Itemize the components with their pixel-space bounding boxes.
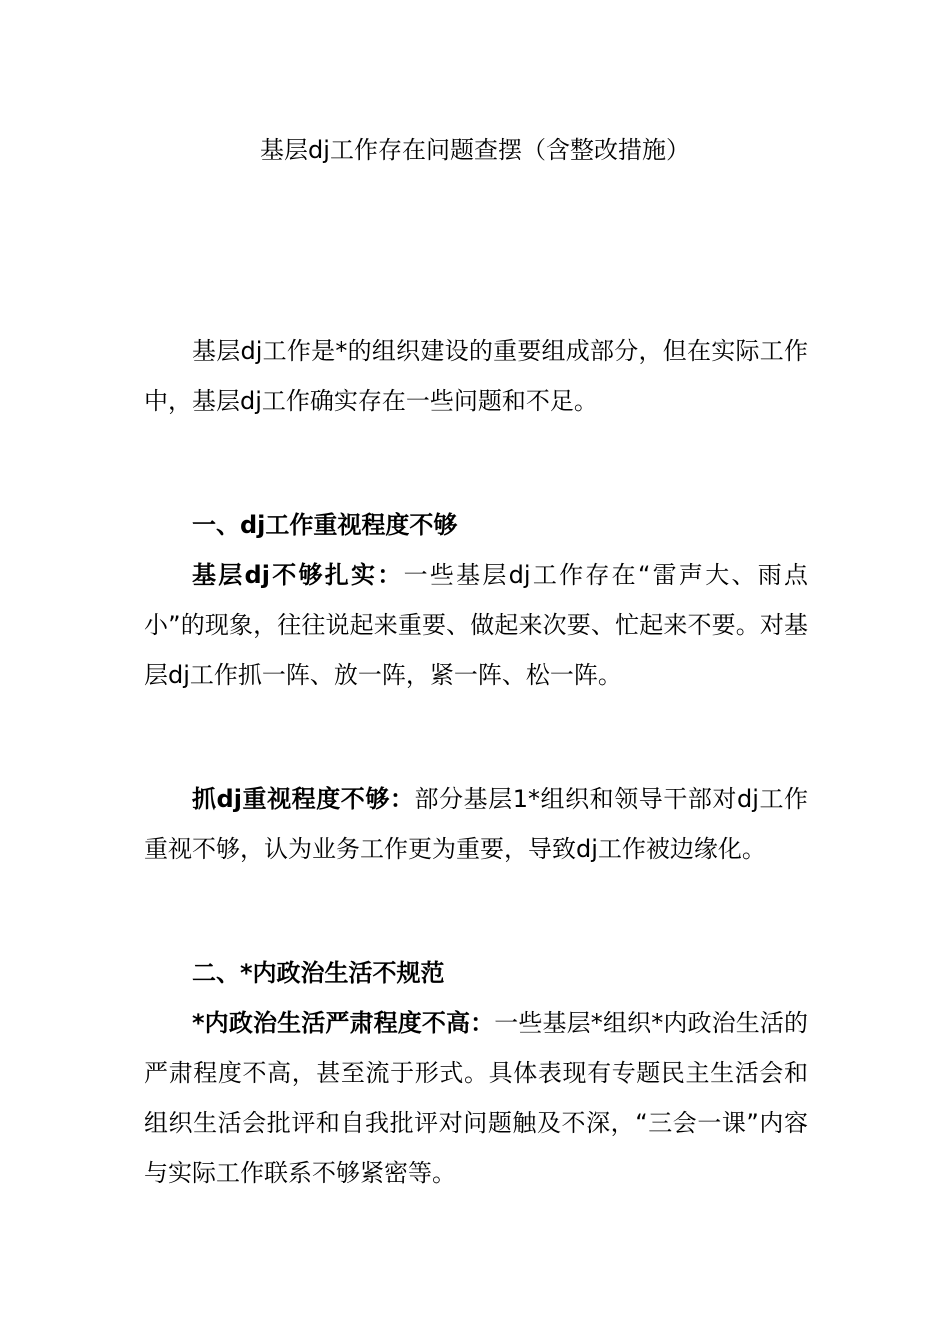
section-1-heading: 一、dj工作重视程度不够	[192, 511, 458, 539]
section-1-item-2	[144, 774, 808, 874]
section-1-item-2-text: 部分基层1*组织和领导干部对dj工作重视不够，认为业务工作更为重要，导致dj工作被边缘化。	[144, 785, 809, 863]
spacer	[144, 700, 808, 774]
intro-paragraph: 基层dj工作是*的组织建设的重要组成部分，但在实际工作中，基层dj工作确实存在一些问题和不足。	[144, 337, 808, 415]
section-2-item-1	[144, 998, 808, 1198]
document-body	[144, 326, 808, 1198]
spacer	[144, 426, 808, 500]
section-1-item-1	[144, 550, 808, 700]
section-1-item-1-lead: 基层dj不够扎实：	[192, 561, 404, 589]
section-2-item-1-text: 一些基层*组织*内政治生活的严肃程度不高，甚至流于形式。具体表现有专题民主生活会和组织生活会批评和自我批评对问题触及不深，“三会一课”内容与实际工作联系不够紧密等。	[144, 1009, 808, 1187]
document-title: 基层dj工作存在问题查摆（含整改措施）	[260, 136, 690, 164]
spacer	[144, 874, 808, 948]
section-1-item-2-lead: 抓dj重视程度不够：	[192, 785, 415, 813]
section-2-heading: 二、*内政治生活不规范	[192, 959, 445, 987]
section-1-item-1-text: 一些基层dj工作存在“雷声大、雨点小”的现象，往往说起来重要、做起来次要、忙起来不要。对基层dj工作抓一阵、放一阵，紧一阵、松一阵。	[144, 561, 809, 689]
section-2-item-1-lead: *内政治生活严肃程度不高：	[192, 1009, 495, 1037]
